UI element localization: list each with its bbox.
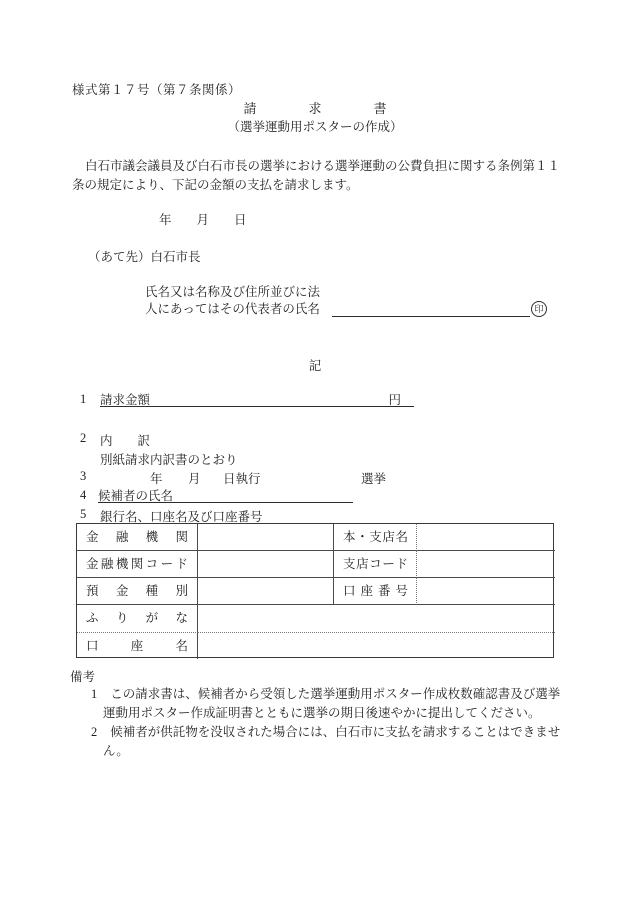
- table-value-institution-code: [198, 551, 334, 578]
- note1-text: この請求書は、候補者から受領した選挙運動用ポスター作成枚数確認書及び選挙運動用ポスター作成証明書とともに選挙の期日後速やかに提出してください。: [103, 687, 561, 720]
- candidate-name-field: [98, 486, 353, 503]
- month-label: 月: [188, 472, 201, 486]
- table-value-deposit-type: [198, 578, 334, 605]
- item3-number: 3: [80, 469, 87, 483]
- seal-mark-icon: 印: [531, 301, 547, 317]
- table-label-account-number: 口座番号: [334, 578, 417, 605]
- item-request-amount: [0, 392, 630, 408]
- table-value-branch-name: [416, 524, 555, 551]
- name-label-line2: 人にあってはその代表者の氏名: [145, 301, 320, 316]
- table-value-account-name: [198, 633, 555, 659]
- item-breakdown: [0, 431, 630, 447]
- document-subtitle: （選挙運動用ポスターの作成）: [227, 120, 403, 134]
- note-1: [91, 685, 569, 723]
- table-label-financial-institution: 金融機関: [77, 524, 198, 551]
- note2-text: 候補者が供託物を没収された場合には、白石市に支払を請求することはできません。: [103, 725, 561, 758]
- item5-number: 5: [80, 507, 87, 521]
- note2-number: 2: [91, 725, 98, 739]
- year-label: 年: [150, 472, 163, 486]
- document-title: [0, 98, 630, 117]
- item4-label: 候補者の氏名: [98, 489, 174, 503]
- body-paragraph: 白石市議会議員及び白石市長の選挙における選挙運動の公費負担に関する条例第１１条の規定により、下記の金額の支払を請求します。: [72, 159, 561, 192]
- note-2: [91, 723, 569, 761]
- table-value-branch-code: [416, 551, 555, 578]
- item-candidate-name: [0, 488, 630, 504]
- request-amount-field: [100, 390, 414, 407]
- document-title-text: 請求書: [243, 101, 439, 116]
- name-label: [145, 284, 320, 317]
- date-line: 年 月 日: [159, 213, 247, 227]
- table-label-deposit-type: 預金種別: [77, 578, 198, 605]
- notes-heading: 備考: [70, 670, 96, 684]
- table-label-branch-name: 本・支店名: [334, 524, 417, 551]
- item-breakdown-sub: [0, 450, 630, 466]
- name-signature-line: [332, 303, 530, 317]
- note1-number: 1: [91, 687, 98, 701]
- table-label-account-name: 口座名: [77, 633, 198, 659]
- table-label-institution-code: 金融機関コード: [77, 551, 198, 578]
- item1-label: 請求金額: [100, 393, 151, 407]
- table-label-furigana: ふりがな: [77, 605, 198, 633]
- item2-subtext: 別紙請求内訳書のとおり: [100, 453, 238, 467]
- item4-number: 4: [80, 488, 87, 502]
- table-label-branch-code: 支店コード: [334, 551, 417, 578]
- ki-heading: 記: [308, 359, 322, 373]
- addressee: （あて先）白石市長: [88, 250, 201, 264]
- yen-unit: 円: [388, 393, 401, 407]
- item-bank-info: [0, 507, 630, 523]
- item2-label: 内 訳: [100, 434, 151, 448]
- bank-account-table: [76, 523, 554, 658]
- election-label: 選挙: [361, 472, 387, 486]
- table-value-furigana: [198, 605, 555, 633]
- item1-number: 1: [80, 392, 87, 406]
- name-label-line1: 氏名又は名称及び住所並びに法: [145, 285, 321, 299]
- item-election-date: [0, 469, 630, 485]
- table-value-financial-institution: [198, 524, 334, 551]
- table-value-account-number: [416, 578, 555, 605]
- form-number: 様式第１７号（第７条関係）: [72, 83, 242, 97]
- item2-number: 2: [80, 431, 87, 445]
- item5-label: 銀行名、口座名及び口座番号: [100, 510, 263, 524]
- day-executed-label: 日執行: [223, 472, 261, 486]
